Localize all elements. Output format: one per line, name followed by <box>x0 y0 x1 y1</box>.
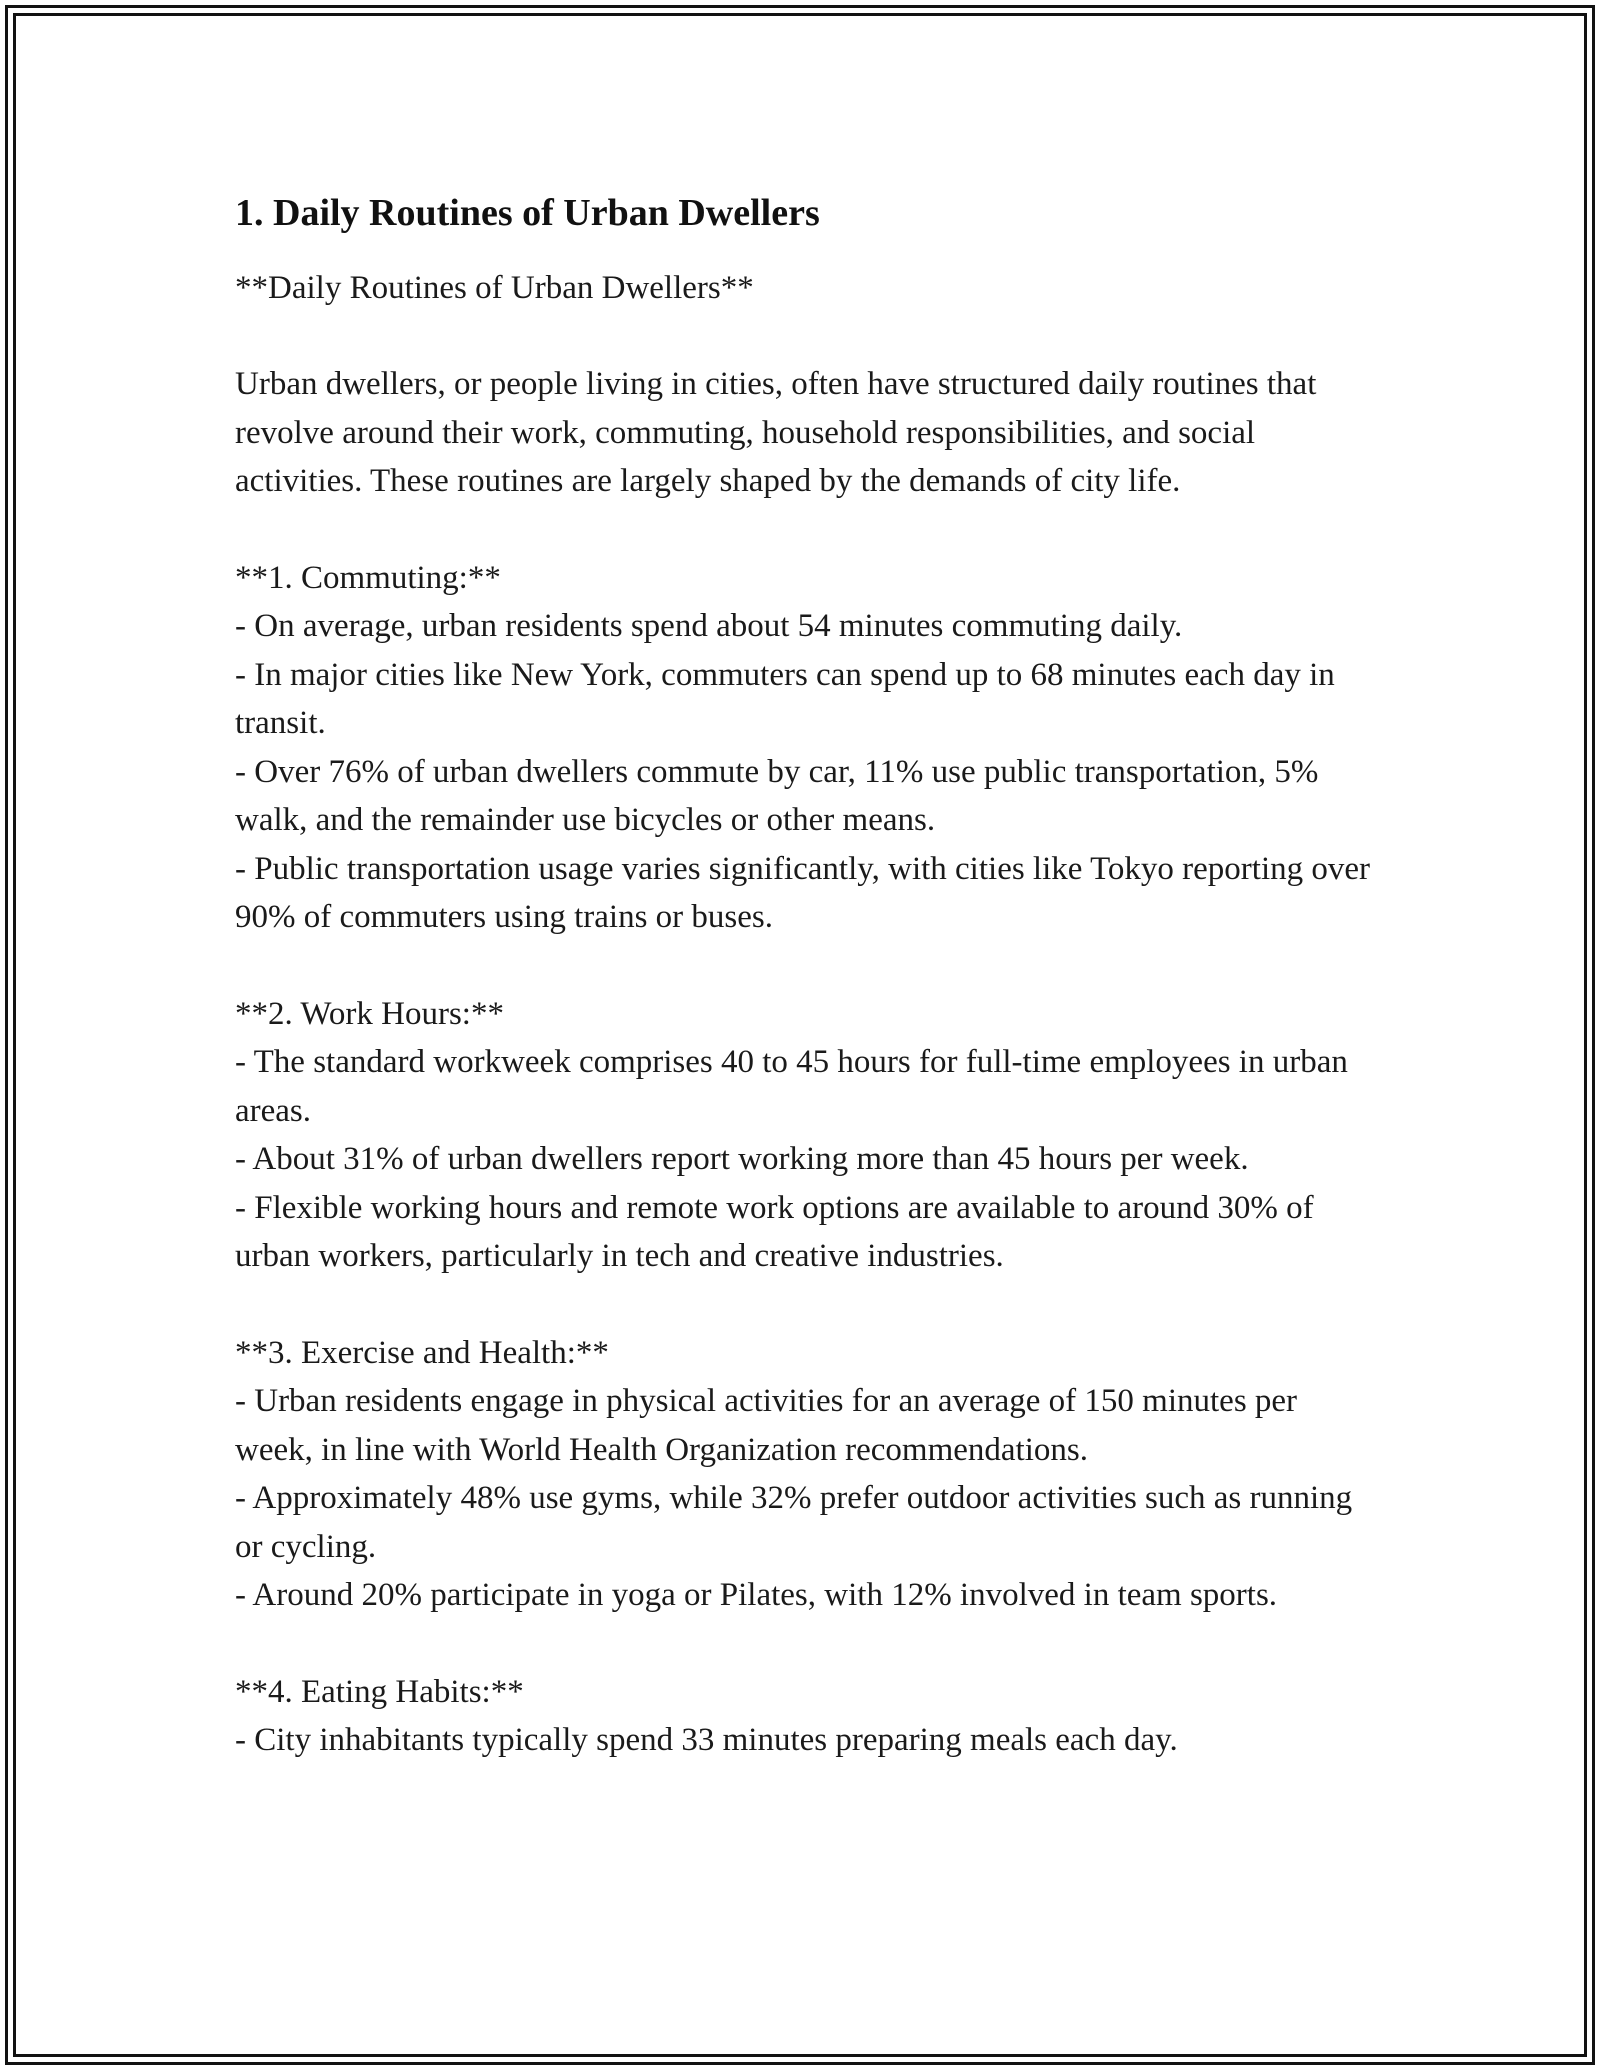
section-eating-habits <box>235 1668 1375 1765</box>
section-title: **3. Exercise and Health:** <box>235 1334 609 1371</box>
list-item: - Urban residents engage in physical activities for an average of 150 minutes per week, in line with World Health Organization recommendations. <box>235 1383 1298 1468</box>
list-item: - Over 76% of urban dwellers commute by car, 11% use public transportation, 5% walk, and the remainder use bicycles or other means. <box>235 753 1319 838</box>
list-item: - On average, urban residents spend about 54 minutes commuting daily. <box>235 608 1183 644</box>
document-subtitle: **Daily Routines of Urban Dwellers** <box>235 270 754 306</box>
list-item: - City inhabitants typically spend 33 minutes preparing meals each day. <box>235 1722 1178 1758</box>
section-title: **4. Eating Habits:** <box>235 1673 524 1710</box>
list-item: - Public transportation usage varies significantly, with cities like Tokyo reporting over 90% of commuters using trains or buses. <box>235 850 1371 935</box>
section-commuting <box>235 554 1375 942</box>
list-item: - Around 20% participate in yoga or Pilates, with 12% involved in team sports. <box>235 1577 1278 1613</box>
list-item: - Flexible working hours and remote work options are available to around 30% of urban workers, particularly in tech and creative industries. <box>235 1189 1314 1274</box>
section-exercise-health <box>235 1329 1375 1620</box>
list-item: - In major cities like New York, commuters can spend up to 68 minutes each day in transit. <box>235 656 1335 741</box>
document-body <box>235 188 1375 1765</box>
page-title: 1. Daily Routines of Urban Dwellers <box>235 192 820 234</box>
section-work-hours <box>235 990 1375 1281</box>
section-title: **1. Commuting:** <box>235 559 501 596</box>
list-item: - About 31% of urban dwellers report working more than 45 hours per week. <box>235 1141 1249 1177</box>
section-title: **2. Work Hours:** <box>235 995 504 1032</box>
list-item: - Approximately 48% use gyms, while 32% prefer outdoor activities such as running or cycling. <box>235 1480 1353 1565</box>
list-item: - The standard workweek comprises 40 to 45 hours for full-time employees in urban areas. <box>235 1044 1348 1129</box>
intro-paragraph: Urban dwellers, or people living in cities, often have structured daily routines that revolve around their work, commuting, household responsibilities, and social activities. These routines are largely shaped by the demands of city life. <box>235 366 1317 499</box>
